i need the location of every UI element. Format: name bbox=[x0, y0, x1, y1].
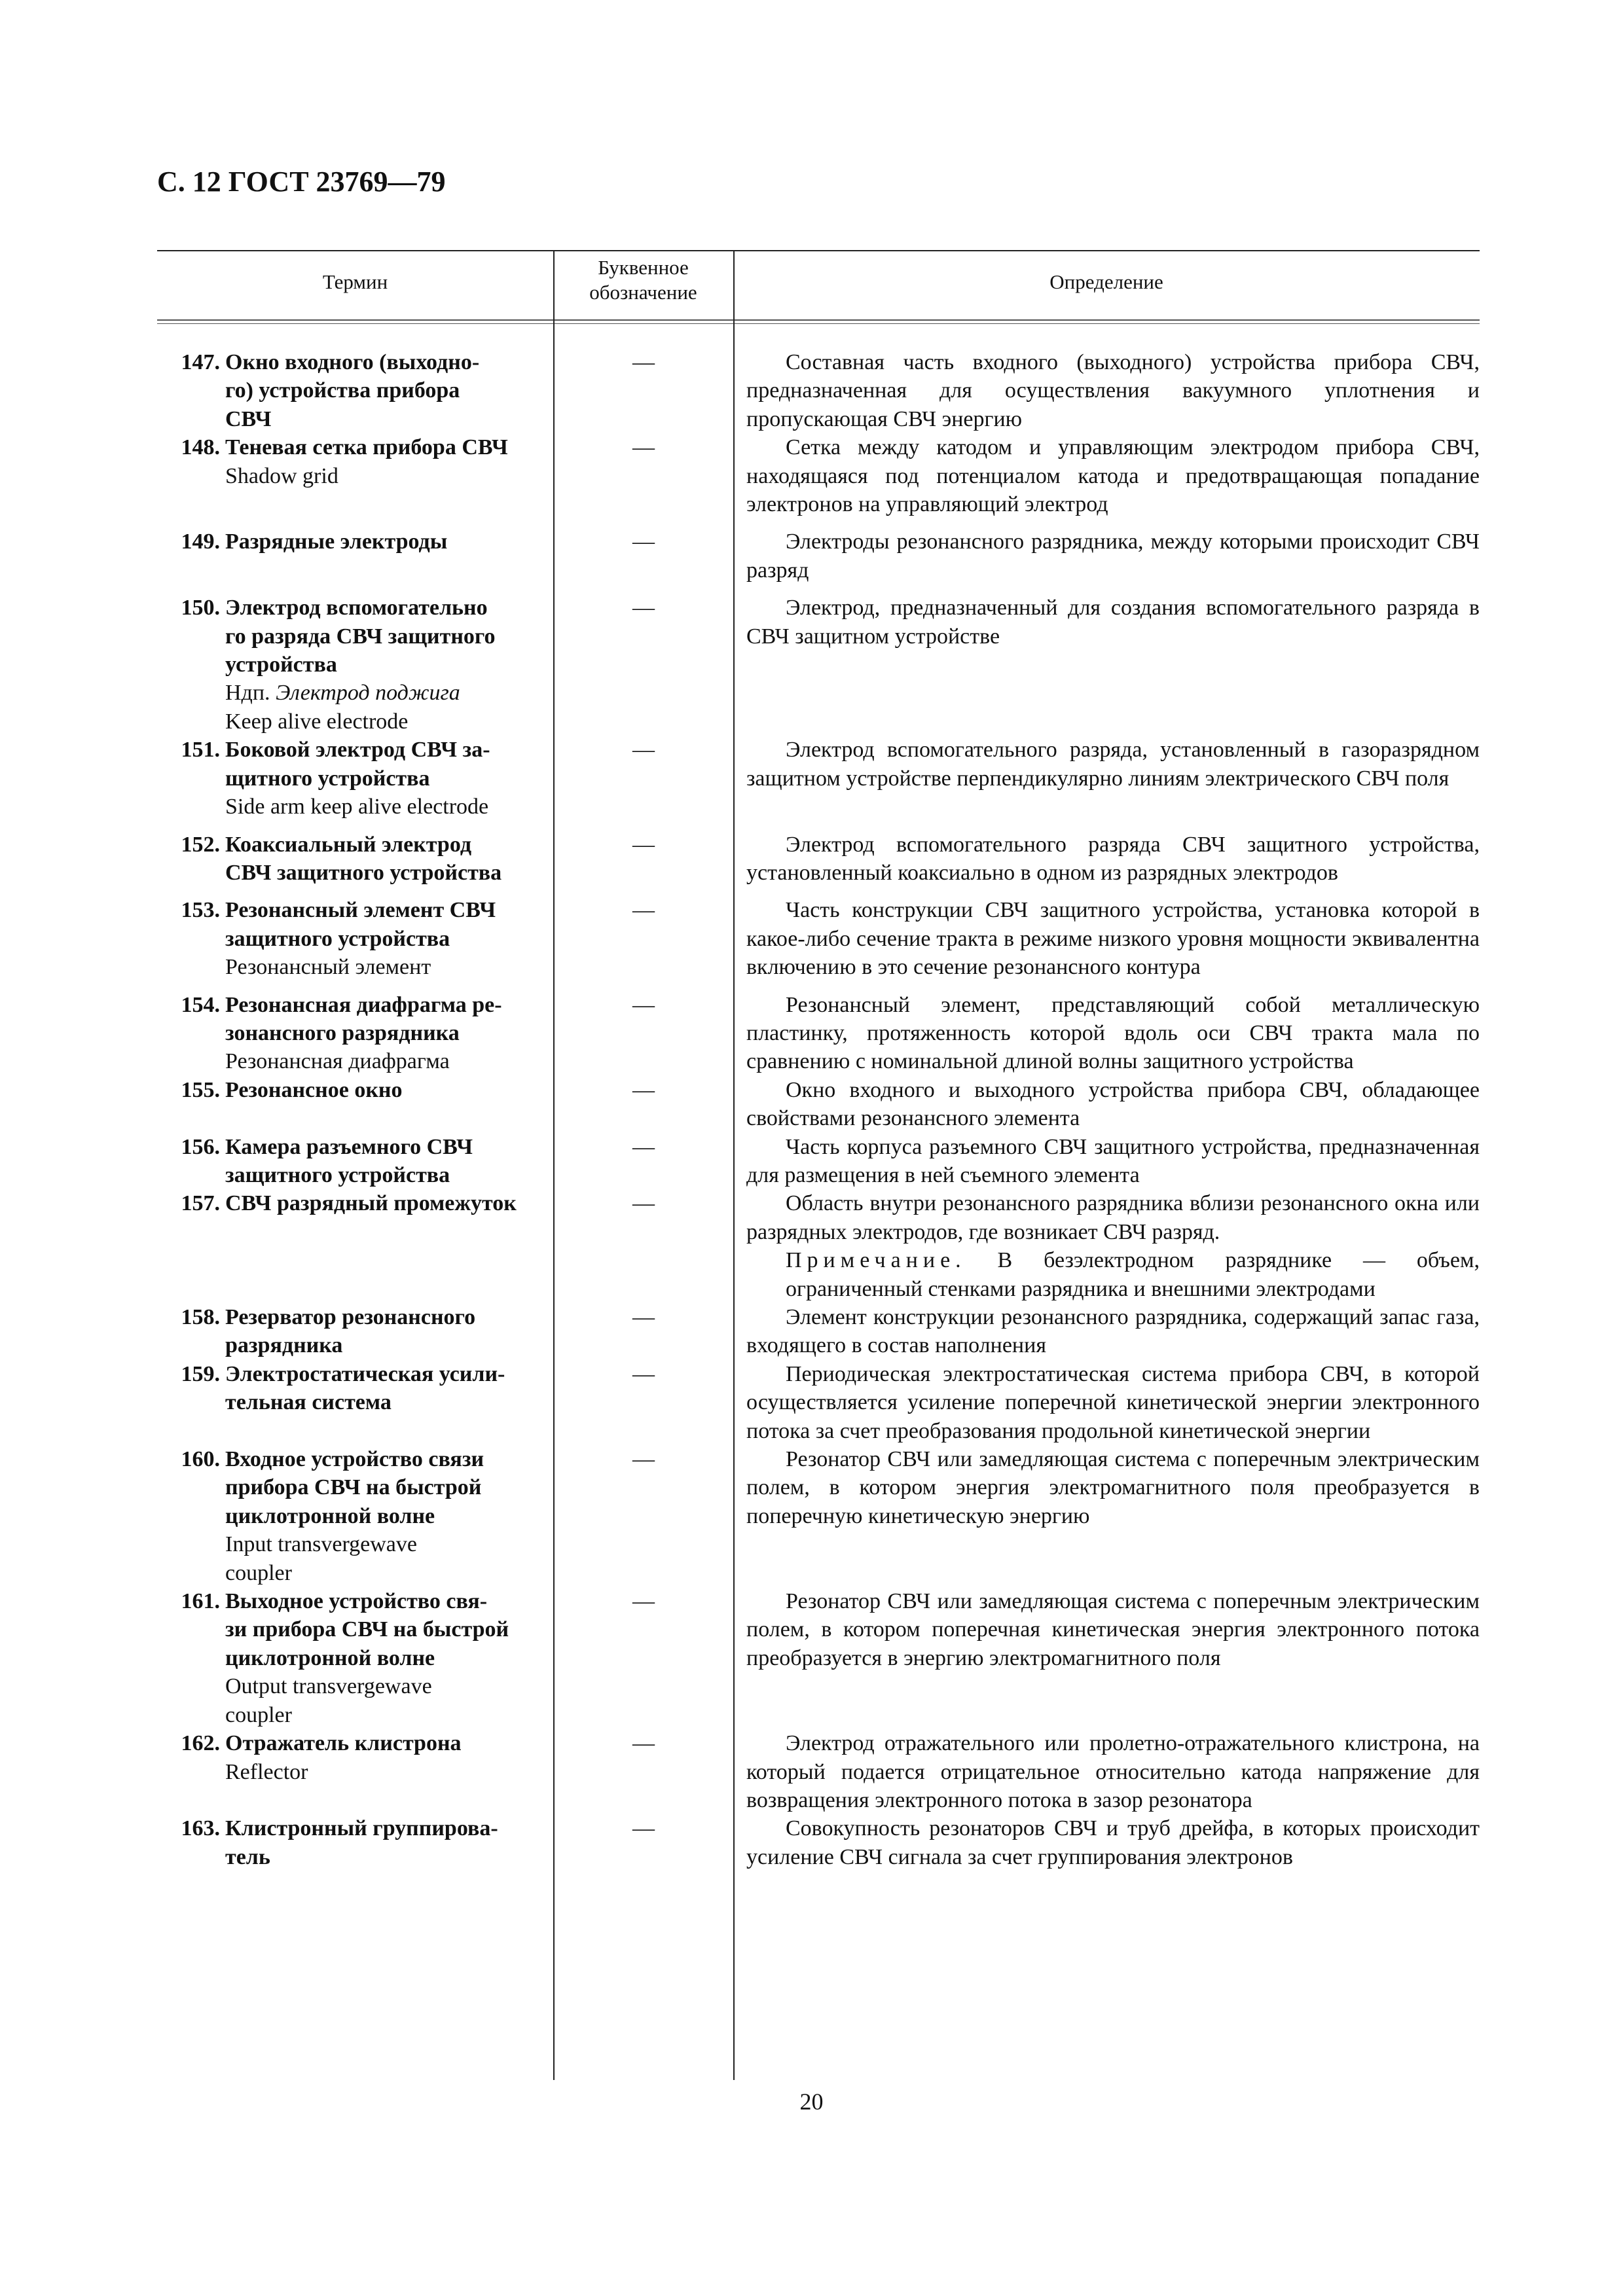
term-title: Резонансная диафрагма ре- bbox=[225, 992, 502, 1017]
term-line bbox=[164, 764, 550, 793]
term-line bbox=[164, 1502, 550, 1530]
term-title: Резонансное окно bbox=[225, 1077, 403, 1102]
definition-cell bbox=[731, 1445, 1480, 1530]
term-synonym: coupler bbox=[225, 1560, 292, 1585]
abbreviation-cell: — bbox=[632, 1816, 655, 1841]
term-title: Разрядные электроды bbox=[225, 529, 448, 554]
term-title: СВЧ разрядный промежуток bbox=[225, 1191, 517, 1216]
table-row bbox=[157, 1814, 1480, 1871]
term-title: СВЧ bbox=[225, 406, 272, 431]
term-number: 160. bbox=[181, 1447, 220, 1472]
term-line bbox=[164, 1019, 550, 1047]
term-number: 152. bbox=[181, 832, 220, 857]
term-line bbox=[164, 1644, 550, 1672]
column-header-term: Термин bbox=[322, 270, 388, 293]
definition-cell bbox=[731, 528, 1480, 584]
term-title: СВЧ защитного устройства bbox=[225, 860, 502, 885]
definition-text: Составная часть входного (выходного) устройства прибора СВЧ, предназначенная для осуществления вакуумного уплотнения и пропускающая СВЧ энергию bbox=[746, 350, 1480, 431]
definition-cell bbox=[731, 1587, 1480, 1672]
term-cell bbox=[157, 1303, 550, 1360]
abbreviation-cell: — bbox=[632, 992, 655, 1017]
term-synonym: Input transvergewave bbox=[225, 1532, 417, 1557]
term-title: защитного устройства bbox=[225, 926, 450, 951]
term-line bbox=[164, 1161, 550, 1189]
table-row bbox=[157, 1303, 1480, 1360]
term-line bbox=[164, 622, 550, 651]
term-line bbox=[164, 405, 550, 433]
term-line bbox=[164, 1360, 550, 1388]
table-row bbox=[157, 433, 1480, 518]
term-line bbox=[164, 736, 550, 764]
definition-cell bbox=[731, 1303, 1480, 1360]
definition-text: Электрод, предназначенный для создания вспомогательного разряда в СВЧ защитном устройстве bbox=[746, 596, 1480, 649]
abbreviation-cell: — bbox=[632, 898, 655, 923]
term-title: Теневая сетка прибора СВЧ bbox=[225, 435, 508, 460]
term-cell bbox=[157, 991, 550, 1076]
abbreviation-cell: — bbox=[632, 1361, 655, 1386]
term-cell bbox=[157, 433, 550, 490]
term-synonym: Side arm keep alive electrode bbox=[225, 795, 489, 819]
definition-text: Резонатор СВЧ или замедляющая система с поперечным электрическим полем, в котором энергия электромагнитного поля преобразуется в поперечную кинетическую энергию bbox=[746, 1447, 1480, 1528]
term-title: Электростатическая усили- bbox=[225, 1361, 505, 1386]
abbreviation-cell: — bbox=[632, 529, 655, 554]
term-title: Боковой электрод СВЧ за- bbox=[225, 738, 490, 762]
term-number: 162. bbox=[181, 1731, 220, 1756]
term-number: 148. bbox=[181, 435, 220, 460]
table-row bbox=[157, 1445, 1480, 1587]
definition-text: Электрод вспомогательного разряда СВЧ защитного устройства, установленный коаксиально в одном из разрядных электродов bbox=[746, 832, 1480, 885]
term-cell bbox=[157, 736, 550, 821]
term-title: го разряда СВЧ защитного bbox=[225, 624, 496, 649]
definition-cell bbox=[731, 1133, 1480, 1190]
term-title: Камера разъемного СВЧ bbox=[225, 1134, 473, 1159]
definition-cell bbox=[731, 348, 1480, 433]
term-number: 159. bbox=[181, 1361, 220, 1386]
definition-text: Часть конструкции СВЧ защитного устройства, установка которой в какое-либо сечение тракта в режиме низкого уровня мощности эквивалентна включению в это сечение резонансного контура bbox=[746, 898, 1480, 980]
definition-text: Область внутри резонансного разрядника вблизи резонансного окна или разрядных электродов, где возникает СВЧ разряд. bbox=[746, 1191, 1480, 1244]
term-title: Резерватор резонансного bbox=[225, 1305, 476, 1329]
header-bottom-border bbox=[157, 319, 1480, 321]
term-synonym: coupler bbox=[225, 1702, 292, 1727]
term-line bbox=[164, 831, 550, 859]
term-synonym: Reflector bbox=[225, 1759, 308, 1784]
term-synonym: Резонансная диафрагма bbox=[225, 1049, 450, 1074]
definition-cell bbox=[731, 594, 1480, 651]
column-header-abbr bbox=[553, 255, 733, 305]
term-cell bbox=[157, 1360, 550, 1417]
table-body bbox=[157, 348, 1480, 1871]
term-cell bbox=[157, 1814, 550, 1871]
term-line bbox=[164, 1843, 550, 1871]
definition-cell bbox=[731, 736, 1480, 793]
table-row bbox=[157, 1189, 1480, 1303]
term-line bbox=[164, 1814, 550, 1842]
term-number: 157. bbox=[181, 1191, 220, 1216]
term-line bbox=[164, 1729, 550, 1757]
term-title: тель bbox=[225, 1844, 270, 1869]
page-number: 20 bbox=[799, 2089, 824, 2115]
abbreviation-cell: — bbox=[632, 1589, 655, 1614]
term-line bbox=[164, 1615, 550, 1643]
term-number: 158. bbox=[181, 1305, 220, 1329]
term-title: Входное устройство связи bbox=[225, 1447, 484, 1472]
definition-text: Сетка между катодом и управляющим электродом прибора СВЧ, находящаяся под потенциалом катода и предотвращающая попадание электронов на управляющий электрод bbox=[746, 435, 1480, 517]
definition-text: Резонансный элемент, представляющий собой металлическую пластинку, протяженность которой вдоль оси СВЧ тракта мала по сравнению с номинальной длиной волны защитного устройства bbox=[746, 992, 1480, 1074]
term-title: устройства bbox=[225, 653, 337, 677]
table-row bbox=[157, 991, 1480, 1076]
term-line bbox=[164, 348, 550, 376]
definition-text: Элемент конструкции резонансного разрядника, содержащий запас газа, входящего в состав наполнения bbox=[746, 1305, 1480, 1358]
abbreviation-cell: — bbox=[632, 832, 655, 857]
term-title: Коаксиальный электрод bbox=[225, 832, 472, 857]
definition-cell bbox=[731, 896, 1480, 981]
abbreviation-cell: — bbox=[632, 596, 655, 620]
table-row bbox=[157, 1729, 1480, 1814]
term-cell bbox=[157, 348, 550, 433]
term-cell bbox=[157, 1076, 550, 1104]
table-row bbox=[157, 594, 1480, 736]
note-text: В безэлектродном разряднике — объем, ограниченный стенками разрядника и внешними электродами bbox=[786, 1248, 1480, 1301]
term-title: циклотронной волне bbox=[225, 1645, 435, 1670]
abbreviation-cell: — bbox=[632, 738, 655, 762]
term-line bbox=[164, 594, 550, 622]
term-title: щитного устройства bbox=[225, 766, 430, 791]
definition-text: Электрод вспомогательного разряда, установленный в газоразрядном защитном устройстве перпендикулярно линиям электрического СВЧ поля bbox=[746, 738, 1480, 791]
abbreviation-cell: — bbox=[632, 1305, 655, 1329]
term-line bbox=[164, 1445, 550, 1473]
definition-text: Резонатор СВЧ или замедляющая система с поперечным электрическим полем, в котором поперечная кинетическая энергия электронного потока преобразуется в энергию электромагнитного поля bbox=[746, 1589, 1480, 1670]
term-cell bbox=[157, 1189, 550, 1217]
term-synonym: Shadow grid bbox=[225, 463, 338, 488]
term-line bbox=[164, 1303, 550, 1331]
abbreviation-cell: — bbox=[632, 1191, 655, 1216]
column-header-abbr-line1: Буквенное bbox=[598, 256, 689, 279]
term-number: 147. bbox=[181, 350, 220, 374]
term-number: 156. bbox=[181, 1134, 220, 1159]
abbreviation-cell: — bbox=[632, 1077, 655, 1102]
term-cell bbox=[157, 896, 550, 981]
abbreviation-cell: — bbox=[632, 1447, 655, 1472]
term-cell bbox=[157, 1445, 550, 1587]
table-top-border bbox=[157, 250, 1480, 251]
definition-text: Часть корпуса разъемного СВЧ защитного устройства, предназначенная для размещения в ней съемного элемента bbox=[746, 1134, 1480, 1187]
term-number: 155. bbox=[181, 1077, 220, 1102]
term-cell bbox=[157, 594, 550, 736]
term-line bbox=[164, 925, 550, 953]
term-line bbox=[164, 1587, 550, 1615]
header-bottom-border-2 bbox=[157, 323, 1480, 324]
term-line bbox=[164, 1331, 550, 1359]
term-synonym: Output transvergewave bbox=[225, 1674, 432, 1699]
definition-cell bbox=[731, 991, 1480, 1076]
table-row bbox=[157, 896, 1480, 981]
definition-cell bbox=[731, 1814, 1480, 1871]
term-title: прибора СВЧ на быстрой bbox=[225, 1475, 482, 1500]
table-row bbox=[157, 1133, 1480, 1190]
term-line bbox=[164, 651, 550, 679]
definition-cell bbox=[731, 1729, 1480, 1814]
definition-note bbox=[746, 1246, 1480, 1303]
term-line bbox=[164, 896, 550, 924]
table-row bbox=[157, 1360, 1480, 1445]
term-line bbox=[164, 1189, 550, 1217]
table-row bbox=[157, 528, 1480, 584]
term-line bbox=[164, 1473, 550, 1501]
table-row bbox=[157, 1076, 1480, 1133]
definition-text: Окно входного и выходного устройства прибора СВЧ, обладающее свойствами резонансного элемента bbox=[746, 1077, 1480, 1131]
term-cell bbox=[157, 1729, 550, 1786]
term-line bbox=[164, 433, 550, 461]
term-title: Резонансный элемент СВЧ bbox=[225, 898, 496, 923]
term-title: циклотронной волне bbox=[225, 1503, 435, 1528]
term-title: Клистронный группирова- bbox=[225, 1816, 498, 1841]
definition-text: Электроды резонансного разрядника, между которыми происходит СВЧ разряд bbox=[746, 529, 1480, 583]
term-title: Электрод вспомогательно bbox=[225, 596, 488, 620]
term-cell bbox=[157, 831, 550, 888]
abbreviation-cell: — bbox=[632, 1731, 655, 1756]
term-synonym: Ндп. Электрод поджига bbox=[225, 681, 460, 706]
table-row bbox=[157, 348, 1480, 433]
term-title: Выходное устройство свя- bbox=[225, 1589, 488, 1614]
term-title: тельная система bbox=[225, 1390, 392, 1415]
definition-cell bbox=[731, 1360, 1480, 1445]
term-title: го) устройства прибора bbox=[225, 378, 460, 403]
abbreviation-cell: — bbox=[632, 435, 655, 460]
term-number: 163. bbox=[181, 1816, 220, 1841]
term-title: защитного устройства bbox=[225, 1162, 450, 1187]
term-cell bbox=[157, 1587, 550, 1729]
definition-text: Периодическая электростатическая система прибора СВЧ, в которой осуществляется усиление поперечной кинетической энергии электронного потока за счет преобразования продольной кинетической энергии bbox=[746, 1361, 1480, 1443]
term-cell bbox=[157, 1133, 550, 1190]
abbreviation-cell: — bbox=[632, 1134, 655, 1159]
table-row bbox=[157, 1587, 1480, 1729]
term-title: зонансного разрядника bbox=[225, 1020, 460, 1045]
table-row bbox=[157, 831, 1480, 888]
term-line bbox=[164, 1133, 550, 1161]
term-number: 150. bbox=[181, 596, 220, 620]
term-number: 153. bbox=[181, 898, 220, 923]
term-title: Окно входного (выходно- bbox=[225, 350, 480, 374]
term-title: разрядника bbox=[225, 1333, 343, 1358]
definition-text: Совокупность резонаторов СВЧ и труб дрейфа, в которых происходит усиление СВЧ сигнала за счет группирования электронов bbox=[746, 1816, 1480, 1869]
table-row bbox=[157, 736, 1480, 821]
definition-cell bbox=[731, 831, 1480, 888]
page-header: С. 12 ГОСТ 23769—79 bbox=[157, 166, 446, 198]
definition-text: Электрод отражательного или пролетно-отражательного клистрона, на который подается отрицательное относительно катода напряжение для возвращения электронного потока в зазор резонатора bbox=[746, 1731, 1480, 1812]
term-line bbox=[164, 528, 550, 556]
terms-table bbox=[157, 250, 1480, 2080]
term-line bbox=[164, 1076, 550, 1104]
term-synonym: Резонансный элемент bbox=[225, 955, 431, 980]
term-number: 161. bbox=[181, 1589, 220, 1614]
term-number: 151. bbox=[181, 738, 220, 762]
term-title: Отражатель клистрона bbox=[225, 1731, 462, 1756]
term-number: 149. bbox=[181, 529, 220, 554]
column-header-abbr-line2: обозначение bbox=[589, 281, 697, 304]
term-line bbox=[164, 991, 550, 1019]
abbreviation-cell: — bbox=[632, 350, 655, 374]
definition-cell bbox=[731, 1076, 1480, 1133]
definition-cell bbox=[731, 1189, 1480, 1303]
term-line bbox=[164, 859, 550, 887]
term-cell bbox=[157, 528, 550, 556]
term-number: 154. bbox=[181, 992, 220, 1017]
term-title: зи прибора СВЧ на быстрой bbox=[225, 1617, 509, 1642]
note-label: Примечание. bbox=[786, 1248, 966, 1273]
term-line bbox=[164, 1388, 550, 1416]
term-synonym: Keep alive electrode bbox=[225, 709, 409, 734]
term-line bbox=[164, 376, 550, 404]
definition-cell bbox=[731, 433, 1480, 518]
column-header-definition: Определение bbox=[1049, 270, 1163, 293]
